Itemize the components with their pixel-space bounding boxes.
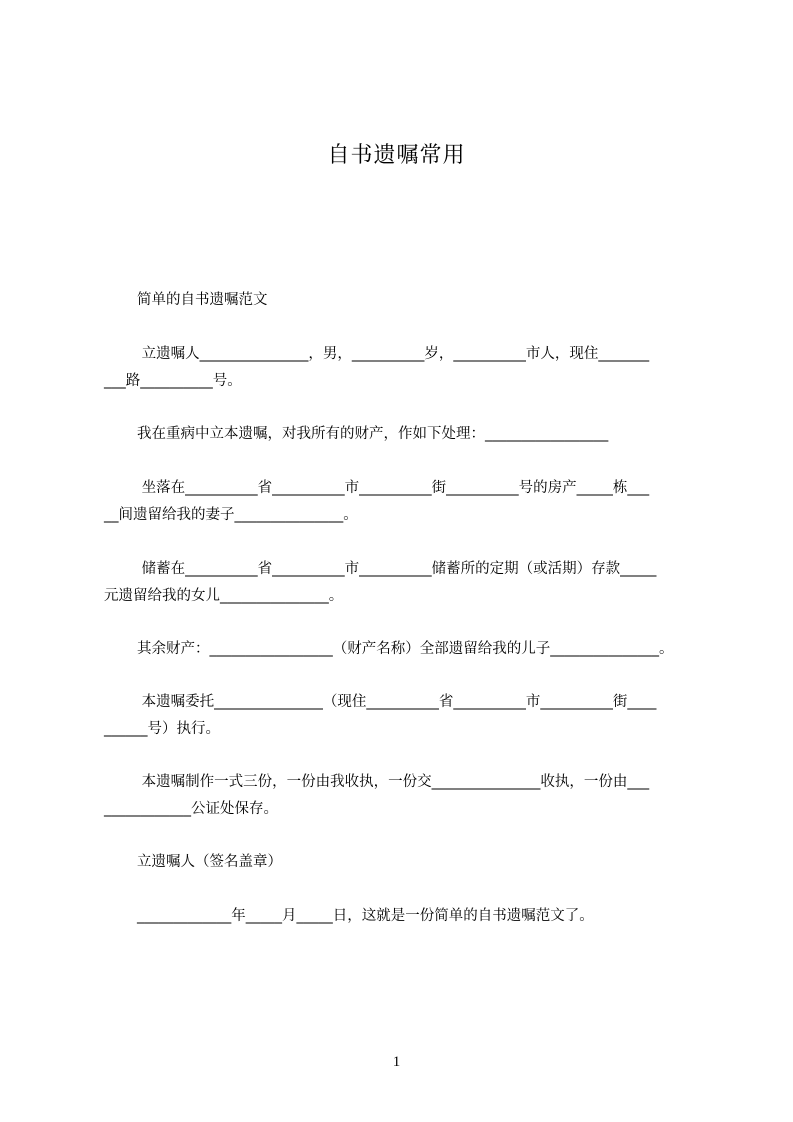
paragraph-heading xyxy=(104,287,704,314)
paragraph-signature xyxy=(104,849,704,876)
paragraph-testator-info xyxy=(104,341,704,395)
paragraph-line: ______号）执行。 xyxy=(104,721,220,737)
paragraph-line: ____________公证处保存。 xyxy=(104,801,278,817)
paragraph-line: 本遗嘱委托_______________（现住__________省__________市__________街____ xyxy=(137,694,657,710)
paragraph-line: ___路__________号。 xyxy=(104,373,242,389)
page-number: 1 xyxy=(392,1054,401,1070)
paragraph-copies xyxy=(104,769,704,823)
paragraph-line: 本遗嘱制作一式三份，一份由我收执，一份交_______________收执，一份由___ xyxy=(137,774,650,790)
paragraph-property xyxy=(104,475,704,529)
paragraph-executor xyxy=(104,689,704,743)
paragraph-line: 立遗嘱人_______________，男，__________岁，__________市人，现住_______ xyxy=(137,346,650,362)
paragraph-other-assets xyxy=(104,636,704,663)
paragraph-line: 立遗嘱人（签名盖章） xyxy=(137,854,282,870)
paragraph-line: 其余财产：_________________（财产名称）全部遗留给我的儿子_______________。 xyxy=(137,641,674,657)
paragraph-declaration xyxy=(104,421,704,448)
paragraph-line: 元遗留给我的女儿_______________。 xyxy=(104,588,344,604)
paragraph-line: __间遗留给我的妻子_______________。 xyxy=(104,507,358,523)
paragraph-line: 坐落在__________省__________市__________街__________号的房产_____栋___ xyxy=(137,480,650,496)
paragraph-line: _____________年_____月_____日，这就是一份简单的自书遗嘱范文了。 xyxy=(137,908,594,924)
paragraph-line: 储蓄在__________省__________市__________储蓄所的定期（或活期）存款_____ xyxy=(137,561,657,577)
paragraph-date xyxy=(104,903,704,930)
document-title: 自书遗嘱常用 xyxy=(327,143,466,168)
paragraph-line: 我在重病中立本遗嘱，对我所有的财产，作如下处理：_________________ xyxy=(137,426,609,442)
paragraph-line: 简单的自书遗嘱范文 xyxy=(137,292,268,308)
paragraph-savings xyxy=(104,556,704,610)
